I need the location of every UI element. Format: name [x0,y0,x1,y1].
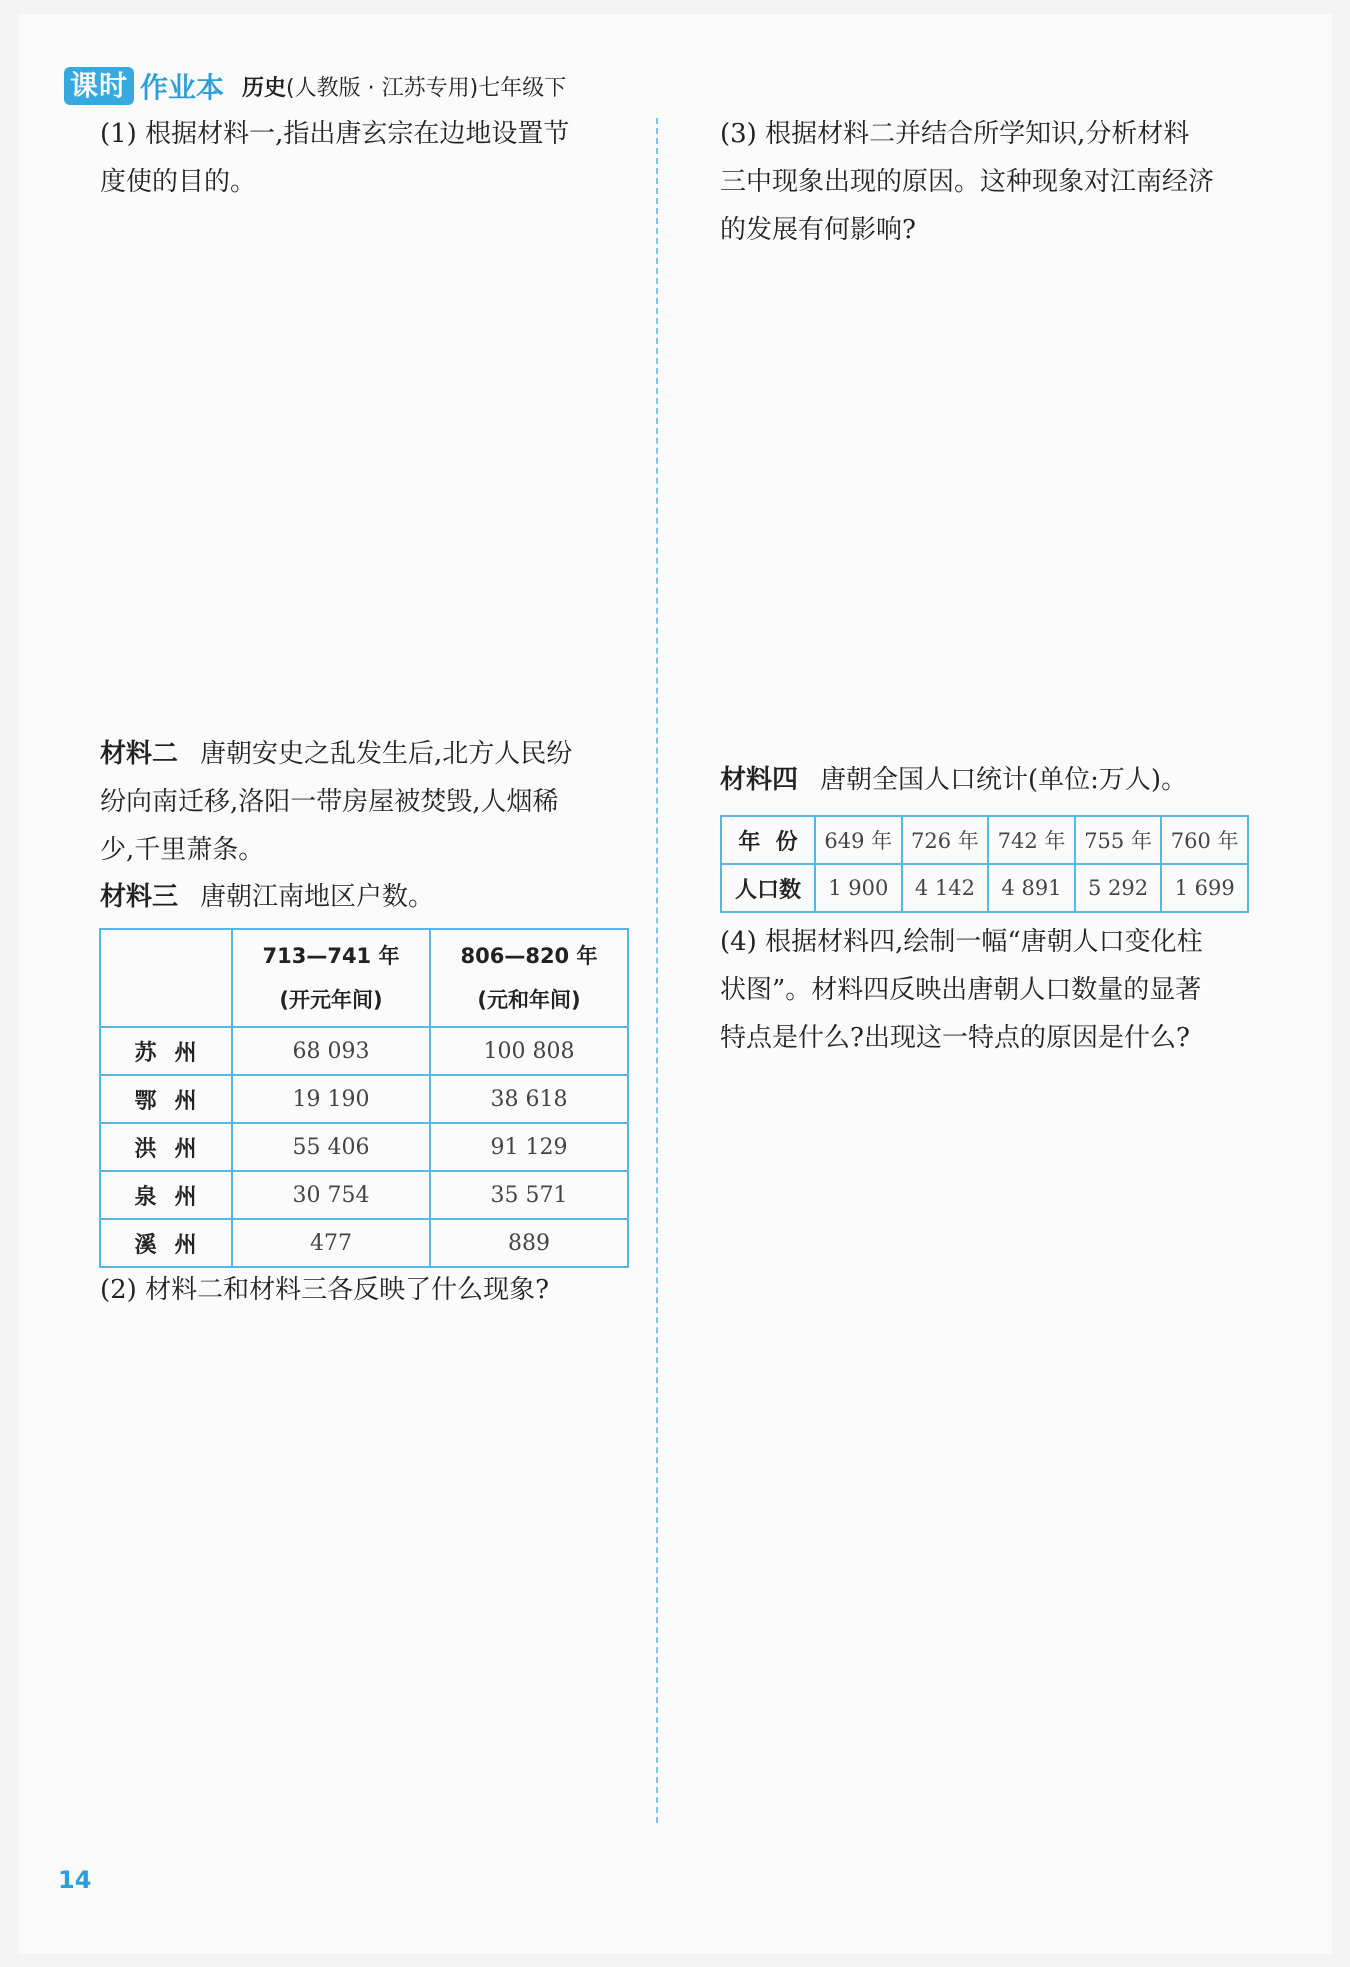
question-4-line: 状图”。材料四反映出唐朝人口数量的显著 [720,975,1202,1005]
question-4-line: 特点是什么?出现这一特点的原因是什么? [720,1023,1190,1053]
table-cell: 91 129 [430,1123,628,1171]
row-label: 苏州 [100,1027,232,1075]
material-2-line: 纷向南迁移,洛阳一带房屋被焚毁,人烟稀 [100,787,559,817]
edition-label: (人教版 · 江苏专用)七年级下 [286,75,567,101]
question-1-line: 度使的目的。 [100,167,257,197]
table-cell: 38 618 [430,1075,628,1123]
material-4-text: 唐朝全国人口统计(单位:万人)。 [820,765,1188,795]
material-2-text: 唐朝安史之乱发生后,北方人民纷 [200,739,573,769]
brand-title: 作业本 [140,71,225,104]
table-cell: 5 292 [1075,864,1162,912]
period-era: (开元年间) [279,988,383,1012]
row-label: 鄂州 [100,1075,232,1123]
material-3-label: 材料三 [100,882,179,912]
material-2-line [100,730,640,778]
table-cell: 760 年 [1161,816,1248,864]
table-row [100,1027,628,1075]
question-3 [720,110,1214,254]
material-2-line: 少,千里萧条。 [100,835,265,865]
table-column-header [430,929,628,1027]
table-cell: 4 142 [902,864,989,912]
table-row [100,1171,628,1219]
table-cell: 19 190 [232,1075,430,1123]
page-header [64,66,566,106]
table-cell: 889 [430,1219,628,1267]
table-cell: 755 年 [1075,816,1162,864]
table-cell: 30 754 [232,1171,430,1219]
question-3-line: 三中现象出现的原因。这种现象对江南经济 [720,167,1215,197]
table-cell: 742 年 [988,816,1075,864]
material-2-label: 材料二 [100,739,179,769]
table-header-row [100,929,628,1027]
period-years: 713—741 年 [262,944,400,968]
row-label: 泉州 [100,1171,232,1219]
table-cell: 477 [232,1219,430,1267]
row-label: 年 份 [721,816,815,864]
table-corner-cell [100,929,232,1027]
table-row [100,1075,628,1123]
material-4 [720,756,1187,804]
subject-label: 历史 [242,75,287,101]
table-cell: 68 093 [232,1027,430,1075]
question-3-line: 的发展有何影响? [720,215,916,245]
question-2: (2) 材料二和材料三各反映了什么现象? [100,1275,550,1305]
table-row [721,816,1248,864]
table-row [100,1123,628,1171]
table-cell: 4 891 [988,864,1075,912]
table-cell: 35 571 [430,1171,628,1219]
table-cell: 1 699 [1161,864,1248,912]
table-row [100,1219,628,1267]
question-3-line: (3) 根据材料二并结合所学知识,分析材料 [720,119,1190,149]
material-2 [100,730,640,874]
question-1 [100,110,569,206]
table-cell: 55 406 [232,1123,430,1171]
row-label: 溪州 [100,1219,232,1267]
question-4 [720,918,1203,1062]
column-divider [656,118,658,1823]
material-4-label: 材料四 [720,765,799,795]
brand-logo: 课时 [64,67,134,105]
question-1-line: (1) 根据材料一,指出唐玄宗在边地设置节 [100,119,570,149]
table-cell: 100 808 [430,1027,628,1075]
row-label: 洪州 [100,1123,232,1171]
period-years: 806—820 年 [460,944,598,968]
book-info [242,71,566,102]
question-4-line: (4) 根据材料四,绘制一幅“唐朝人口变化柱 [720,927,1203,957]
table-cell: 649 年 [815,816,902,864]
table-row [721,864,1248,912]
row-label: 人口数 [721,864,815,912]
table-cell: 1 900 [815,864,902,912]
material-3 [100,873,434,921]
period-era: (元和年间) [477,988,581,1012]
households-table [99,928,629,1268]
population-table [720,815,1249,913]
page-number: 14 [58,1866,92,1894]
table-cell: 726 年 [902,816,989,864]
table-column-header [232,929,430,1027]
material-3-text: 唐朝江南地区户数。 [200,882,435,912]
